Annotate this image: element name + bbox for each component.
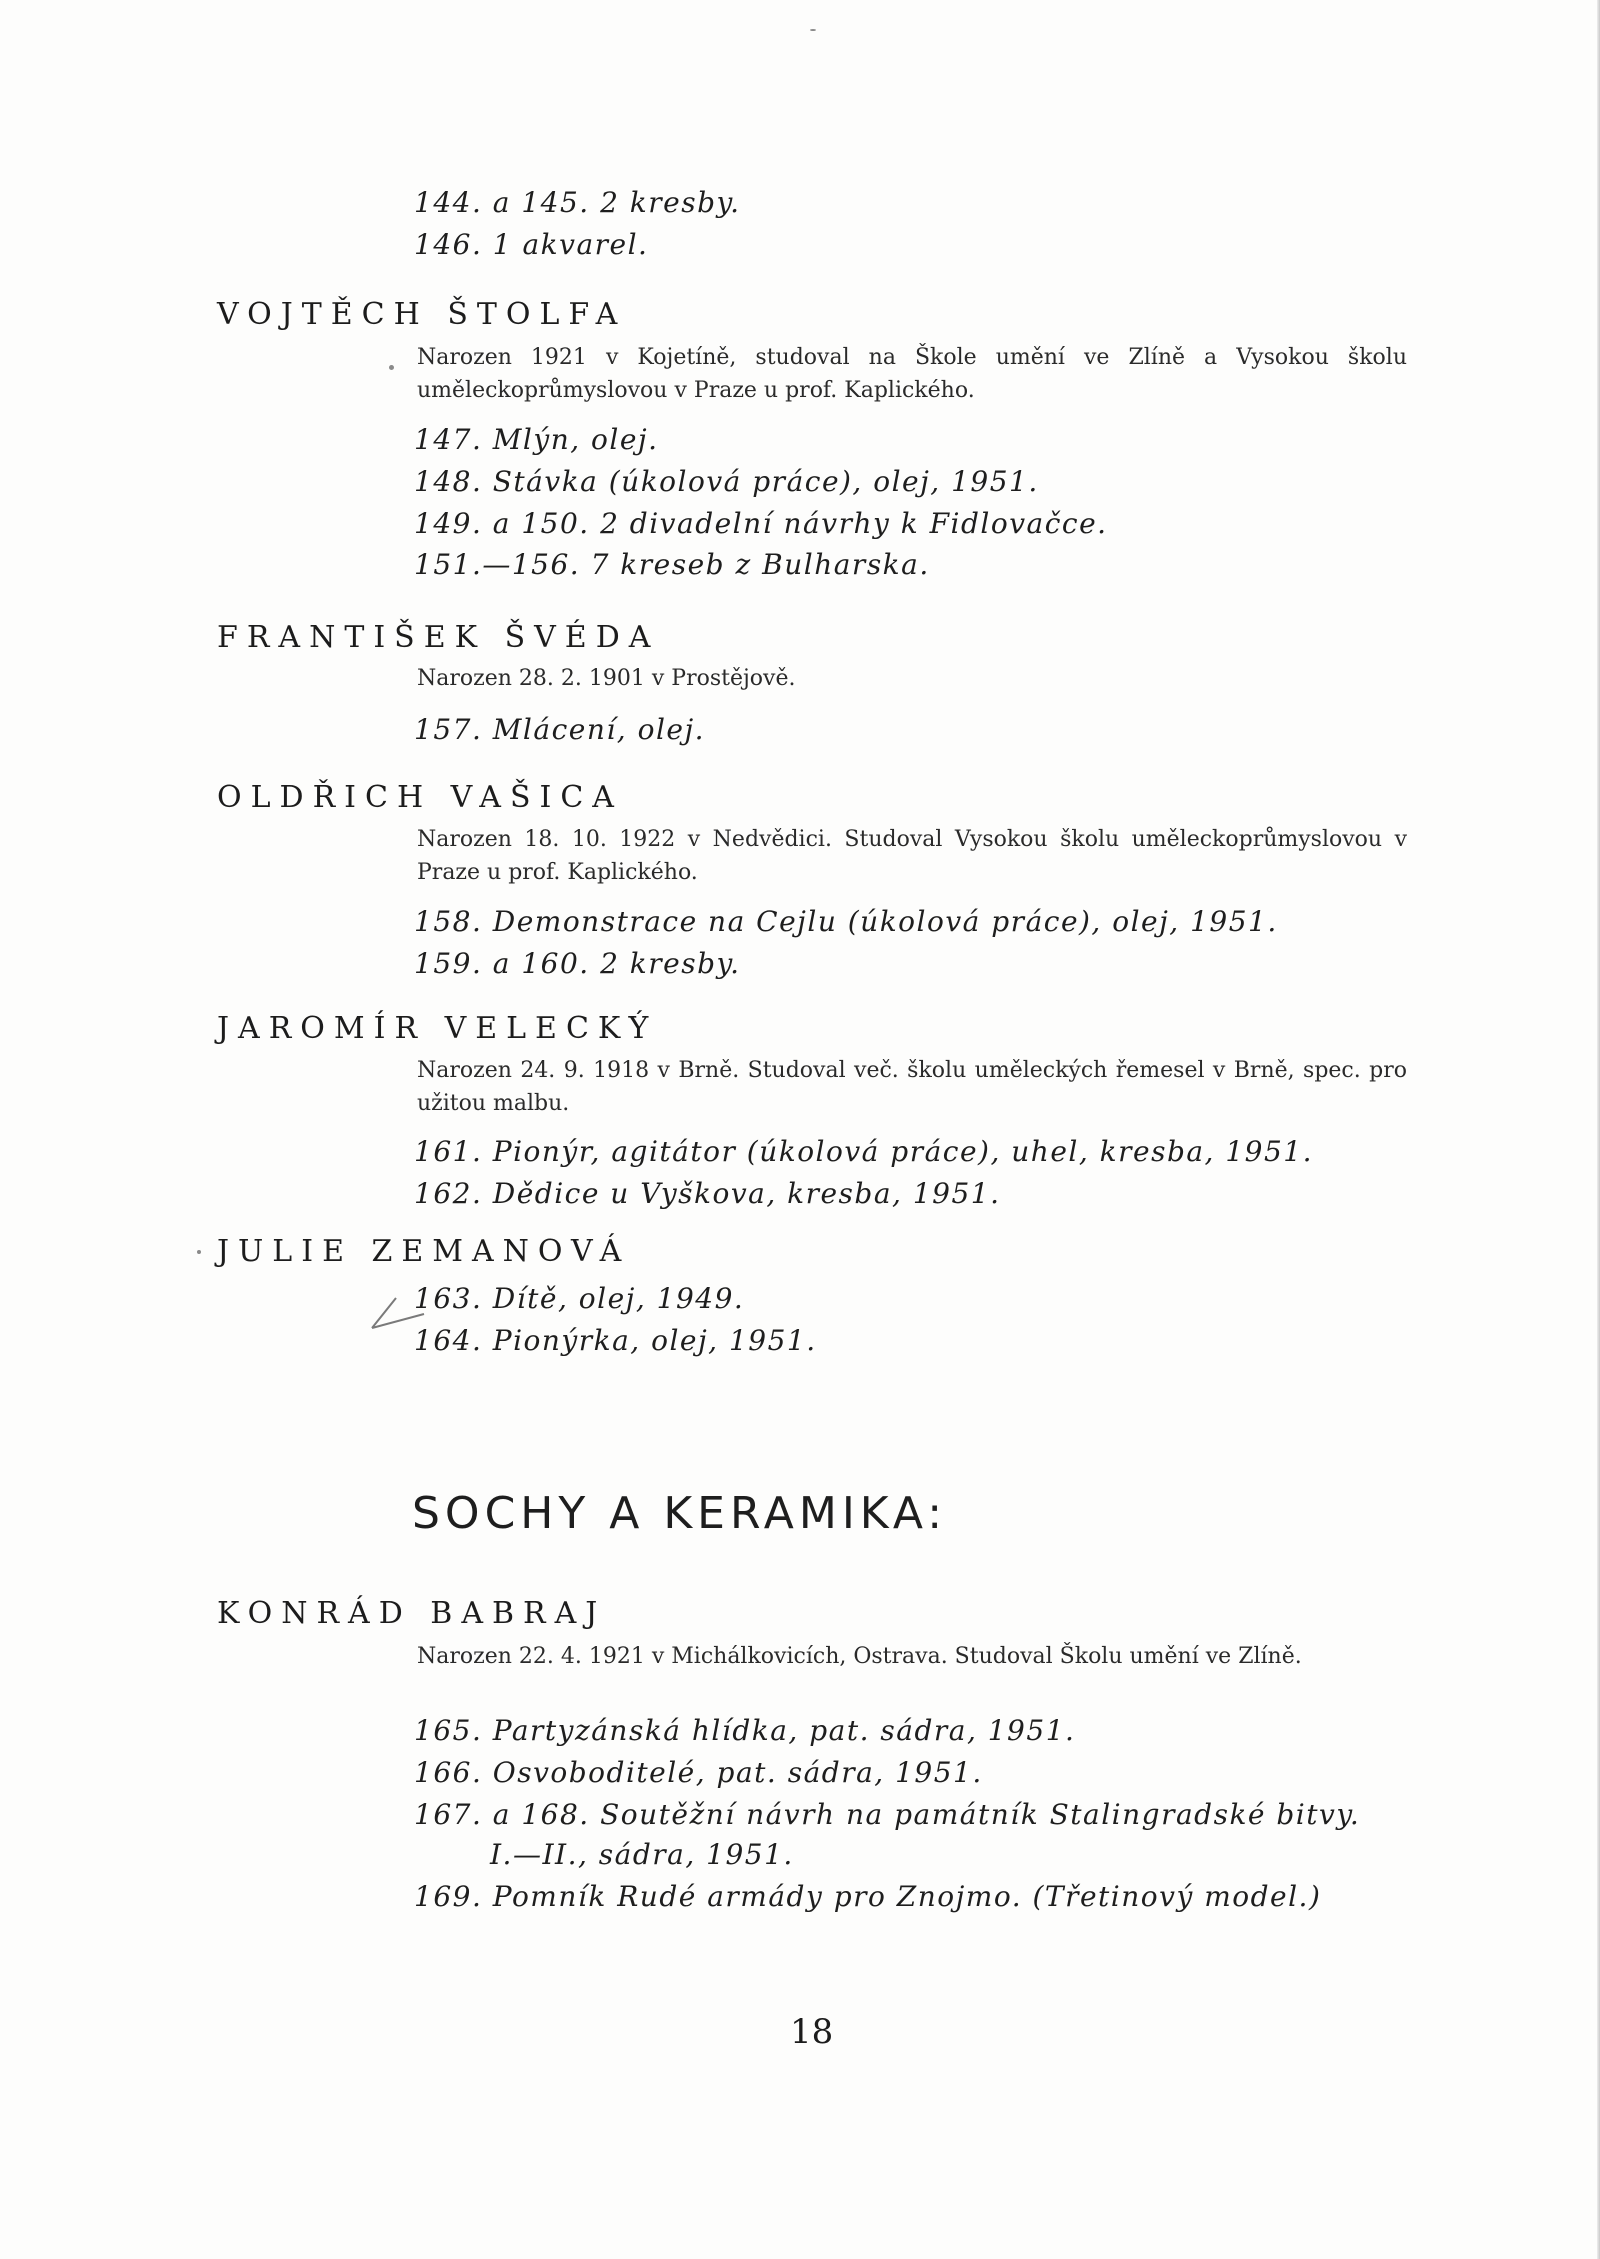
artist-bio: Narozen 24. 9. 1918 v Brně. Studoval več. školu uměleckých řemesel v Brně, spec. pro užitou malbu.	[417, 1058, 1407, 1116]
work-item: 144. a 145. 2 kresby.	[414, 186, 741, 219]
work-item: 158. Demonstrace na Cejlu (úkolová práce), olej, 1951.	[414, 905, 1278, 938]
work-item: 164. Pionýrka, olej, 1951.	[414, 1324, 817, 1357]
scan-speck	[197, 1250, 201, 1254]
work-item: 147. Mlýn, olej.	[414, 423, 659, 456]
artist-bio: Narozen 22. 4. 1921 v Michálkovicích, Ostrava. Studoval Školu umění ve Zlíně.	[417, 1644, 1302, 1669]
artist-name: VOJTĚCH ŠTOLFA	[217, 297, 627, 332]
work-item: 148. Stávka (úkolová práce), olej, 1951.	[414, 465, 1039, 498]
artist-bio: Narozen 28. 2. 1901 v Prostějově.	[417, 666, 796, 691]
work-item: 159. a 160. 2 kresby.	[414, 947, 741, 980]
section-title: SOCHY A KERAMIKA:	[412, 1488, 948, 1539]
work-item: 151.—156. 7 kreseb z Bulharska.	[414, 548, 930, 581]
artist-name: OLDŘICH VAŠICA	[217, 780, 623, 815]
work-item: 162. Dědice u Vyškova, kresba, 1951.	[414, 1177, 1001, 1210]
work-item: 165. Partyzánská hlídka, pat. sádra, 1951.	[414, 1714, 1076, 1747]
scan-speck	[389, 365, 394, 370]
work-item-continuation: I.—II., sádra, 1951.	[490, 1838, 794, 1871]
artist-name: JULIE ZEMANOVÁ	[217, 1234, 631, 1269]
work-item: 166. Osvoboditelé, pat. sádra, 1951.	[414, 1756, 983, 1789]
artist-bio: Narozen 18. 10. 1922 v Nedvědici. Studoval Vysokou školu uměleckoprůmyslovou v Praze u prof. Kaplického.	[417, 827, 1407, 885]
work-item: 169. Pomník Rudé armády pro Znojmo. (Třetinový model.)	[414, 1880, 1322, 1913]
work-item: 157. Mlácení, olej.	[414, 713, 706, 746]
artist-name: FRANTIŠEK ŠVÉDA	[217, 620, 660, 655]
scan-speck	[810, 29, 816, 31]
artist-bio: Narozen 1921 v Kojetíně, studoval na Škole umění ve Zlíně a Vysokou školu uměleckoprůmyslovou v Praze u prof. Kaplického.	[417, 345, 1407, 403]
work-item: 163. Dítě, olej, 1949.	[414, 1282, 745, 1315]
artist-name: JAROMÍR VELECKÝ	[217, 1011, 658, 1046]
work-item: 161. Pionýr, agitátor (úkolová práce), uhel, kresba, 1951.	[414, 1135, 1314, 1168]
work-item: 149. a 150. 2 divadelní návrhy k Fidlovačce.	[414, 507, 1108, 540]
work-item: 167. a 168. Soutěžní návrh na památník Stalingradské bitvy.	[414, 1798, 1361, 1831]
work-item: 146. 1 akvarel.	[414, 228, 649, 261]
artist-name: KONRÁD BABRAJ	[217, 1596, 607, 1631]
page-number: 18	[790, 2012, 834, 2052]
